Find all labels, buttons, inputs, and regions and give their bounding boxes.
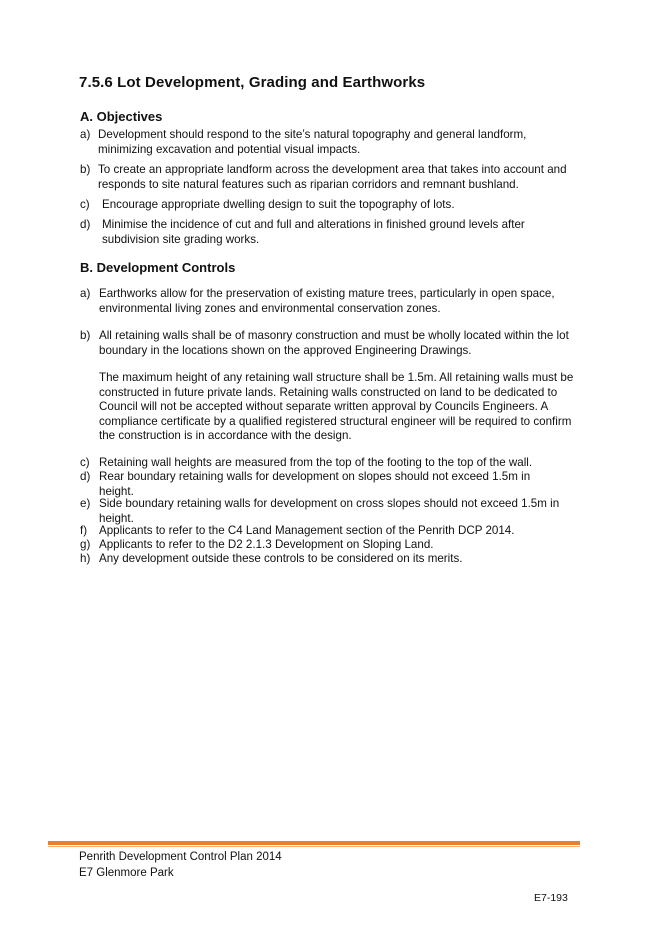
list-marker: e) <box>80 497 91 510</box>
list-marker: d) <box>80 218 91 231</box>
retaining-wall-paragraph: The maximum height of any retaining wall structure shall be 1.5m. All retaining walls must be constructed in future private lands. Retaining walls constructed on land to be dedicated to Council will not be accepted without separate written approval by Councils Engineers. A compliance certificate by a qualified registered structural engineer will be required to confirm the construction is in accordance with the design. <box>99 371 574 443</box>
list-item <box>80 198 580 213</box>
controls-title: B. Development Controls <box>80 260 236 275</box>
list-item <box>80 497 580 526</box>
list-marker: b) <box>80 329 91 342</box>
list-item <box>80 329 580 358</box>
list-marker: c) <box>80 198 90 211</box>
list-text: Development should respond to the site’s natural topography and general landform, minimizing excavation and potential visual impacts. <box>98 128 527 156</box>
list-marker: a) <box>80 128 91 141</box>
list-text: Retaining wall heights are measured from the top of the footing to the top of the wall. <box>99 456 533 469</box>
list-item <box>80 163 580 192</box>
list-text: Minimise the incidence of cut and full and alterations in finished ground levels after subdivision site grading works. <box>102 218 525 246</box>
section-heading: 7.5.6 Lot Development, Grading and Earthworks <box>79 74 426 91</box>
list-text: Encourage appropriate dwelling design to suit the topography of lots. <box>102 198 455 211</box>
list-text: Applicants to refer to the C4 Land Management section of the Penrith DCP 2014. <box>99 524 515 537</box>
footer-rule <box>48 841 580 845</box>
list-item <box>80 524 580 539</box>
list-text: Applicants to refer to the D2 2.1.3 Development on Sloping Land. <box>99 538 434 551</box>
list-marker: f) <box>80 524 88 537</box>
list-marker: d) <box>80 470 91 483</box>
list-marker: h) <box>80 552 91 565</box>
list-text: Earthworks allow for the preservation of existing mature trees, particularly in open space, environmental living zones and environmental conservation zones. <box>99 287 555 315</box>
list-item <box>80 552 580 567</box>
list-text: To create an appropriate landform across the development area that takes into account and responds to site natural features such as riparian corridors and remnant bushland. <box>98 163 567 191</box>
list-marker: c) <box>80 456 90 469</box>
list-text: All retaining walls shall be of masonry construction and must be wholly located within the lot boundary in the locations shown on the approved Engineering Drawings. <box>99 329 569 357</box>
list-item <box>80 456 580 471</box>
list-marker: b) <box>80 163 91 176</box>
footer-rule-shadow <box>48 846 580 847</box>
footer-section-name: E7 Glenmore Park <box>79 867 174 879</box>
list-item <box>80 287 580 316</box>
list-text: Rear boundary retaining walls for development on slopes should not exceed 1.5m in height. <box>99 470 531 498</box>
list-item <box>80 538 580 553</box>
list-marker: a) <box>80 287 91 300</box>
list-item <box>80 218 580 247</box>
list-marker: g) <box>80 538 91 551</box>
page-number: E7-193 <box>534 892 568 904</box>
list-text: Any development outside these controls to be considered on its merits. <box>99 552 463 565</box>
objectives-title: A. Objectives <box>80 109 163 124</box>
list-item <box>80 470 580 499</box>
list-item <box>80 128 580 157</box>
list-text: Side boundary retaining walls for development on cross slopes should not exceed 1.5m in height. <box>99 497 560 525</box>
footer-document-title: Penrith Development Control Plan 2014 <box>79 851 282 863</box>
